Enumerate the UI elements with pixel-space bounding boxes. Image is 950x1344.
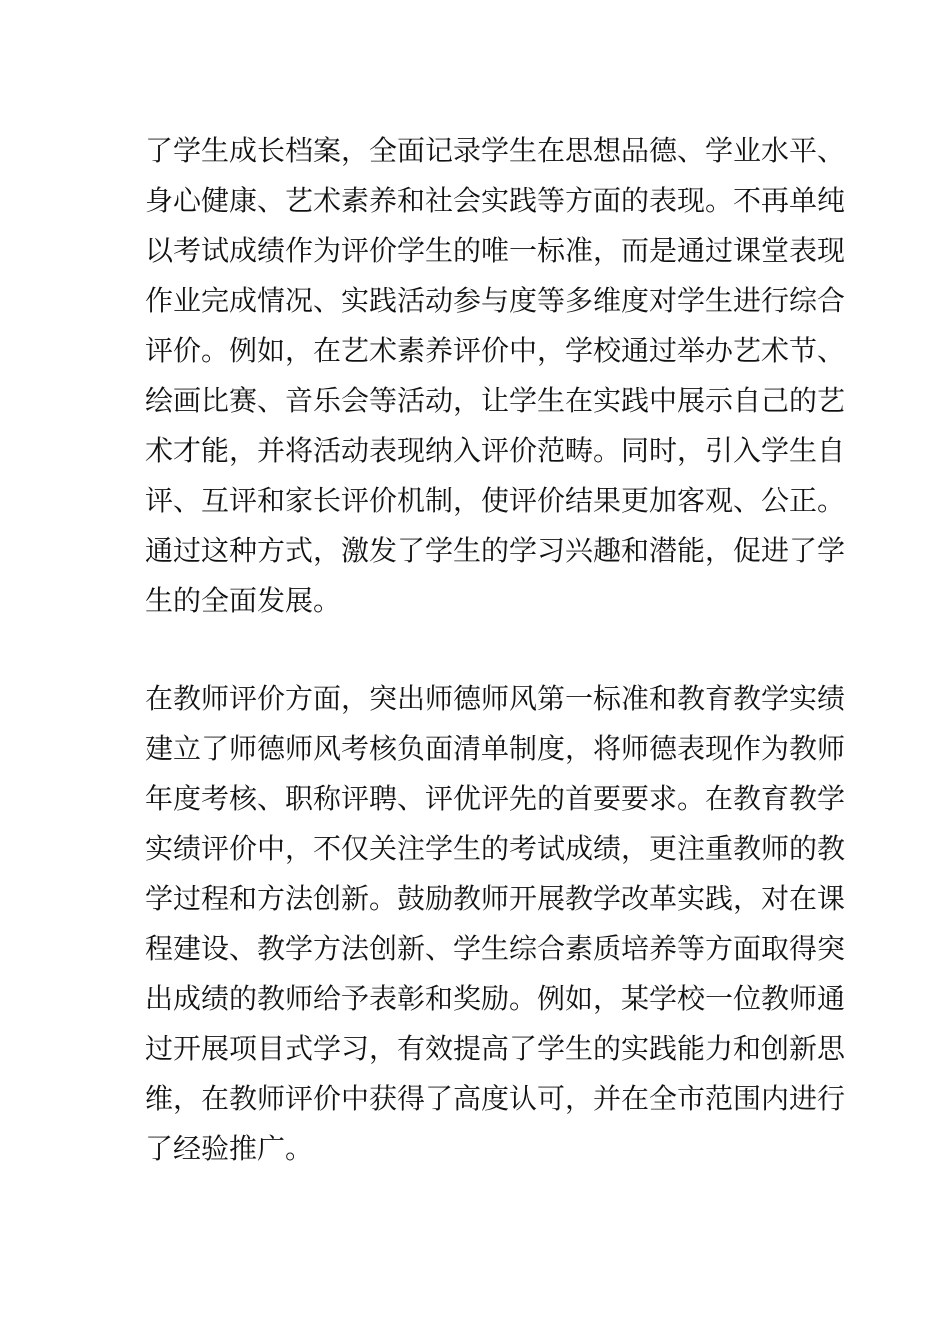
text-line: 建立了师德师风考核负面清单制度，将师德表现作为教师 (145, 732, 846, 765)
text-line: 了学生成长档案，全面记录学生在思想品德、学业水平、 (145, 134, 846, 167)
text-line: 维，在教师评价中获得了高度认可，并在全市范围内进行 (145, 1082, 846, 1115)
text-line: 学过程和方法创新。鼓励教师开展教学改革实践，对在课 (145, 882, 846, 915)
text-line: 年度考核、职称评聘、评优评先的首要要求。在教育教学 (145, 782, 846, 815)
text-line: 在教师评价方面，突出师德师风第一标准和教育教学实绩 (145, 682, 846, 715)
text-line: 了经验推广。 (145, 1132, 314, 1165)
text-line: 术才能，并将活动表现纳入评价范畴。同时，引入学生自 (145, 434, 846, 467)
paragraph-teacher-evaluation (145, 674, 846, 1174)
text-line: 程建设、教学方法创新、学生综合素质培养等方面取得突 (145, 932, 846, 965)
text-line: 出成绩的教师给予表彰和奖励。例如，某学校一位教师通 (145, 982, 846, 1015)
text-line: 以考试成绩作为评价学生的唯一标准，而是通过课堂表现 (145, 234, 846, 267)
paragraph-student-evaluation (145, 126, 846, 626)
text-line: 评、互评和家长评价机制，使评价结果更加客观、公正。 (145, 484, 846, 517)
text-line: 评价。例如，在艺术素养评价中，学校通过举办艺术节、 (145, 334, 846, 367)
text-line: 绘画比赛、音乐会等活动，让学生在实践中展示自己的艺 (145, 384, 846, 417)
text-line: 过开展项目式学习，有效提高了学生的实践能力和创新思 (145, 1032, 846, 1065)
text-line: 作业完成情况、实践活动参与度等多维度对学生进行综合 (145, 284, 846, 317)
text-line: 通过这种方式，激发了学生的学习兴趣和潜能，促进了学 (145, 534, 846, 567)
text-line: 实绩评价中，不仅关注学生的考试成绩，更注重教师的教 (145, 832, 846, 865)
text-line: 生的全面发展。 (145, 584, 342, 617)
text-line: 身心健康、艺术素养和社会实践等方面的表现。不再单纯 (145, 184, 846, 217)
